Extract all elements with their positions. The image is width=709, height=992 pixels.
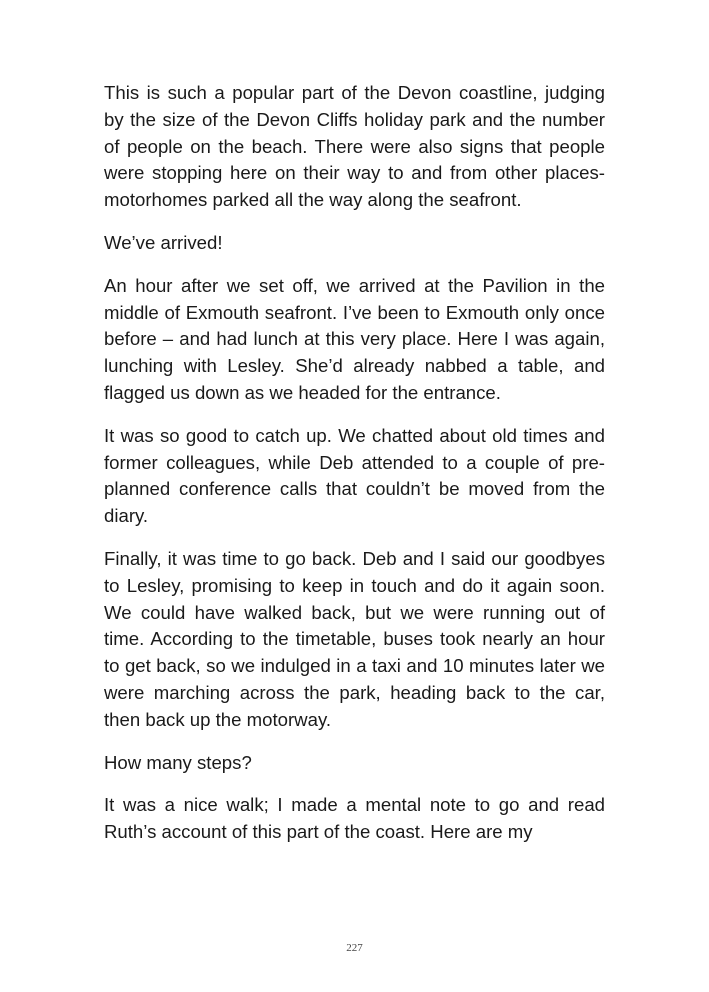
paragraph-how-many-steps: How many steps? <box>104 751 252 773</box>
paragraph-going-back: Finally, it was time to go back. Deb and I said our goodbyes to Lesley, promising to keep in touch and do it again soon. We could have walked back, but we were running out of time. According to the timetable, buses took nearly an hour to get back, so we indulged in a taxi and 10 minutes later we were marching across the park, heading back to the car, then back up the motorway. <box>104 547 605 730</box>
paragraph-nice-walk: It was a nice walk; I made a mental note to go and read Ruth’s account of this part of the coast. Here are my <box>104 794 605 843</box>
paragraph-arrived: We’ve arrived! <box>104 231 223 253</box>
paragraph-pavilion-lunch: An hour after we set off, we arrived at the Pavilion in the middle of Exmouth seafront. I’ve been to Exmouth only once before – and had lunch at this very place. Here I was again, lunching with Lesley. She’d already nabbed a table, and flagged us down as we headed for the entrance. <box>104 274 605 403</box>
paragraph-catch-up: It was so good to catch up. We chatted about old times and former colleagues, while Deb attended to a couple of pre-planned conference calls that couldn’t be moved from the diary. <box>104 424 605 527</box>
paragraph-devon-coastline: This is such a popular part of the Devon coastline, judging by the size of the Devon Cliffs holiday park and the number of people on the beach. There were also signs that people were stopping here on their way to and from other places-motorhomes parked all the way along the seafront. <box>104 82 605 211</box>
body-text <box>104 80 605 862</box>
page-number: 227 <box>346 942 363 954</box>
